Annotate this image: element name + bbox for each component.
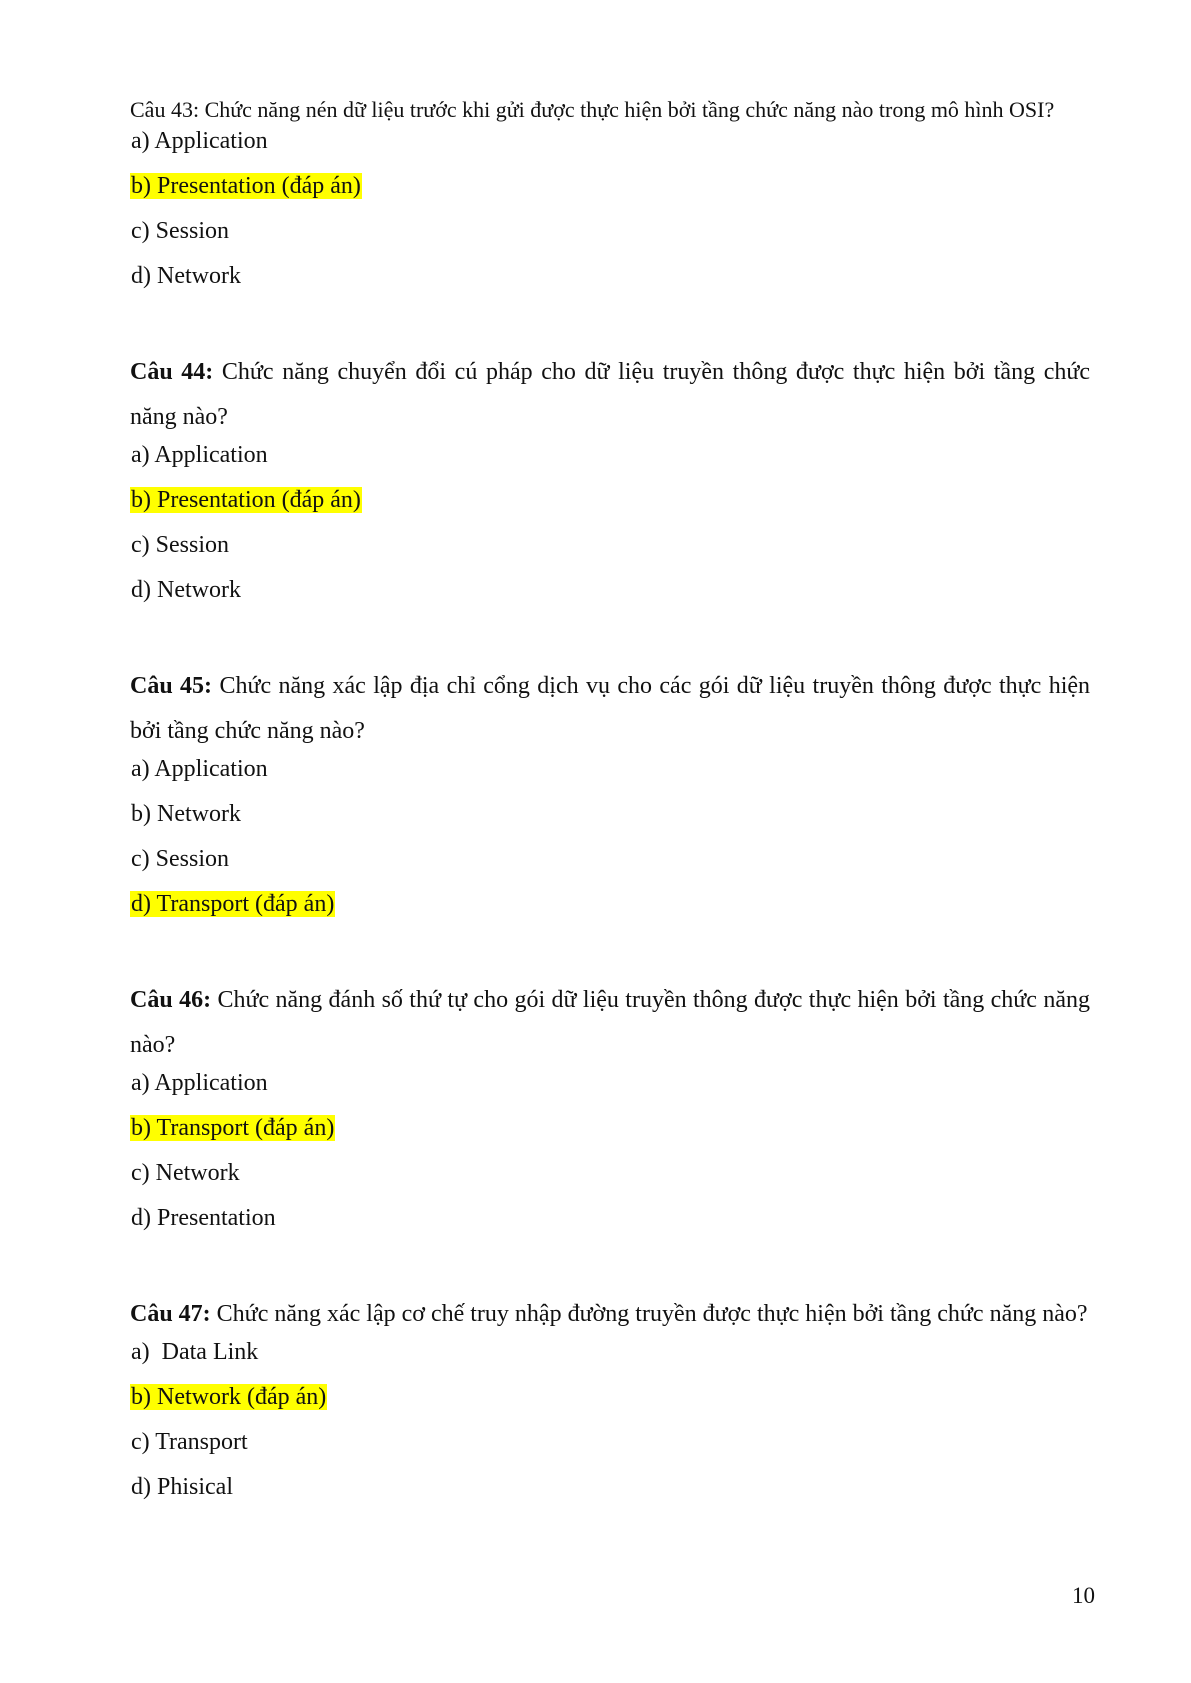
answer-option-correct: b) Network (đáp án) <box>131 1384 327 1410</box>
question-text <box>130 350 1090 440</box>
answer-option: d) Network <box>131 577 241 603</box>
answer-option-correct: b) Transport (đáp án) <box>131 1115 335 1141</box>
question-text <box>130 96 1090 124</box>
answer-option: c) Network <box>131 1160 240 1186</box>
answer-option: c) Transport <box>131 1429 248 1455</box>
document-page <box>130 96 1090 1517</box>
question-body: Chức năng xác lập cơ chế truy nhập đường truyền được thực hiện bởi tầng chức năng nào? <box>210 1301 1088 1327</box>
answer-option: a) Application <box>131 128 268 154</box>
answer-option-correct: b) Presentation (đáp án) <box>131 487 361 513</box>
question-block <box>130 978 1090 1248</box>
question-body: Chức năng đánh số thứ tự cho gói dữ liệu truyền thông được thực hiện bởi tầng chức năng nào? <box>130 987 1091 1058</box>
question-block <box>130 1292 1090 1517</box>
page-number: 10 <box>1072 1583 1095 1608</box>
answer-option: c) Session <box>131 532 229 558</box>
question-block <box>130 350 1090 620</box>
answer-option: a) Application <box>131 442 268 468</box>
answer-option: c) Session <box>131 846 229 872</box>
answer-option: c) Session <box>131 218 229 244</box>
question-text <box>130 978 1090 1068</box>
answer-option: a) Application <box>131 1070 268 1096</box>
answer-option: d) Network <box>131 263 241 289</box>
answer-option: a) Data Link <box>131 1339 259 1365</box>
question-number: Câu 44: <box>130 359 214 385</box>
question-number: Câu 47: <box>130 1301 211 1327</box>
question-body: Chức năng nén dữ liệu trước khi gửi được thực hiện bởi tầng chức năng nào trong mô hình OSI? <box>199 97 1055 122</box>
question-block <box>130 96 1090 306</box>
question-number: Câu 45: <box>130 673 213 699</box>
question-text <box>130 664 1090 754</box>
question-text <box>130 1292 1090 1337</box>
answer-option: a) Application <box>131 756 268 782</box>
question-body: Chức năng xác lập địa chỉ cổng dịch vụ cho các gói dữ liệu truyền thông được thực hiện bởi tầng chức năng nào? <box>130 673 1091 744</box>
question-number: Câu 43: <box>130 97 200 122</box>
answer-option-correct: b) Presentation (đáp án) <box>131 173 361 199</box>
answer-option-correct: d) Transport (đáp án) <box>131 891 335 917</box>
answer-option: b) Network <box>131 801 241 827</box>
question-body: Chức năng chuyển đổi cú pháp cho dữ liệu truyền thông được thực hiện bởi tầng chức năng nào? <box>130 359 1091 430</box>
question-number: Câu 46: <box>130 987 212 1013</box>
answer-option: d) Presentation <box>131 1205 276 1231</box>
answer-option: d) Phisical <box>131 1474 233 1500</box>
question-block <box>130 664 1090 934</box>
